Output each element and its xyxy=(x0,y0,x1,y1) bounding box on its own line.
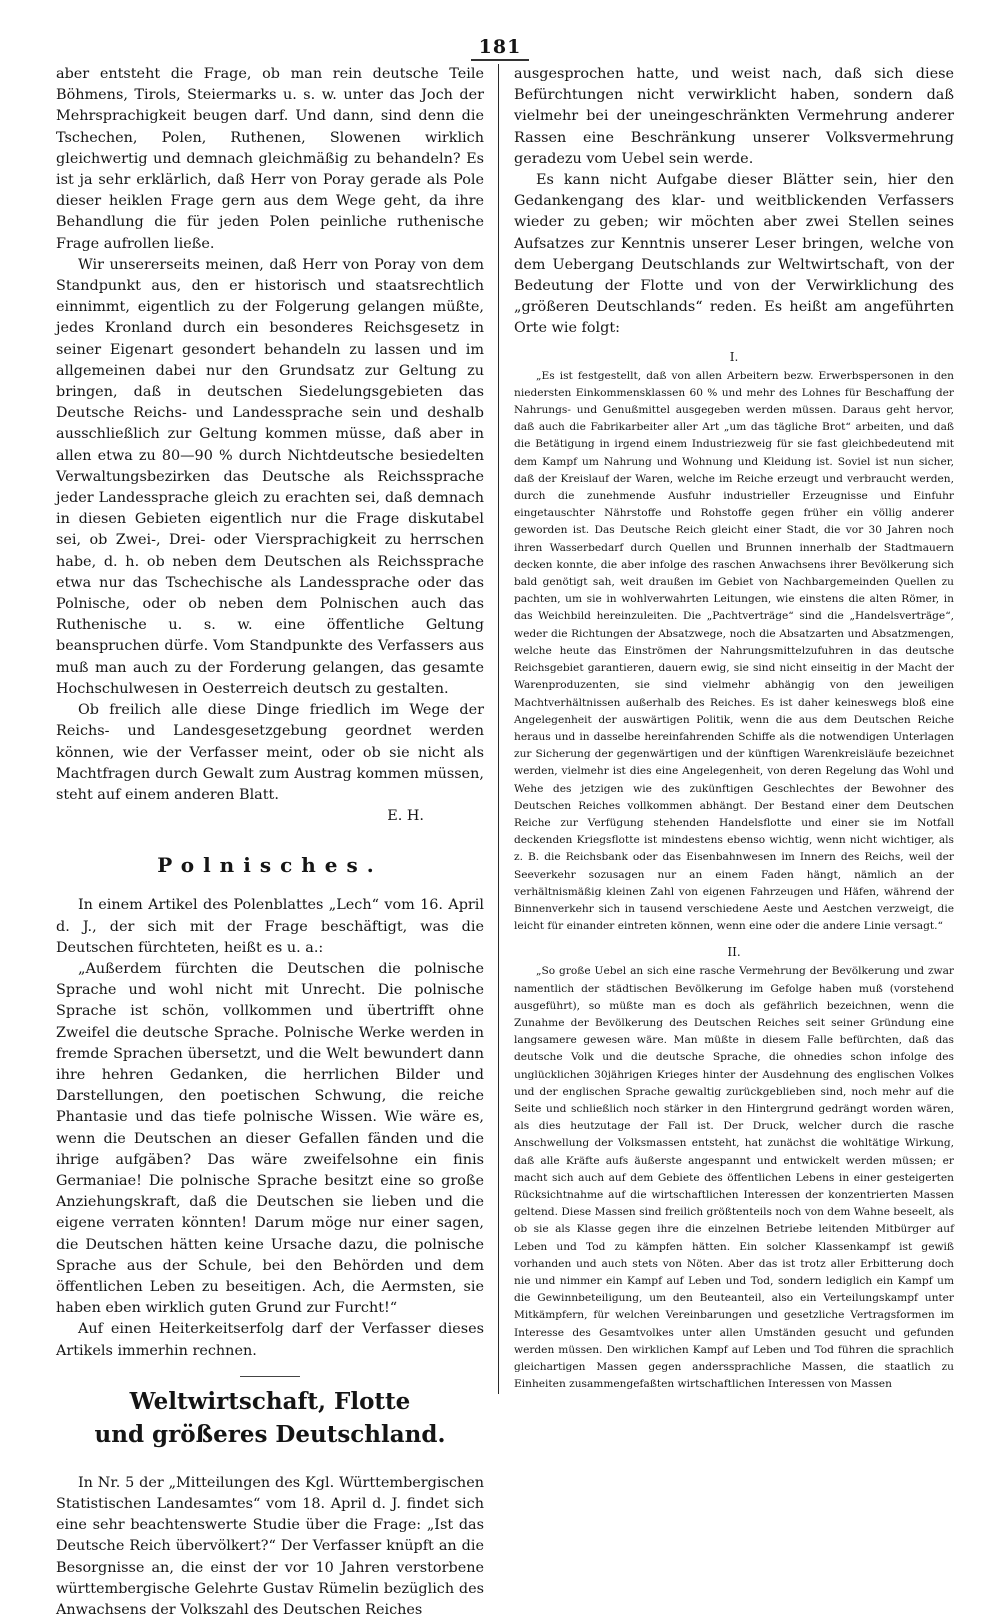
paragraph: In Nr. 5 der „Mitteilungen des Kgl. Württembergischen Statistischen Landesamtes“ vom 18. April d. J. findet sich eine sehr beachtenswerte Studie über die Frage: „Ist das Deutsche Reich übervölkert?“ Der Verfasser knüpft an die Besorgnisse an, die einst der vor 10 Jahren verstorbene württembergische Gelehrte Gustav Rümelin bezüglich des Anwachsens der Volkszahl des Deutschen Reiches xyxy=(56,1474,484,1618)
right-continuation-text xyxy=(514,64,954,340)
paragraph: ausgesprochen hatte, und weist nach, daß sich diese Befürchtungen nicht verwirklicht haben, sondern daß vielmehr bei der uneingeschränkten Vermehrung anderer Rassen eine Beschränkung unserer Volksvermehrung geradezu vom Uebel sein werde. xyxy=(514,66,954,167)
paragraph: Es kann nicht Aufgabe dieser Blätter sein, hier den Gedankengang des klar- und weitblickenden Verfassers wieder zu geben; wir möchten aber zwei Stellen seines Aufsatzes zur Kenntnis unserer Leser bringen, welche von dem Uebergang Deutschlands zur Weltwirtschaft, von der Bedeutung der Flotte und von der Verwirklichung des „größeren Deutschlands“ reden. Es heißt am angeführten Orte wie folgt: xyxy=(514,172,954,337)
article-weltwirtschaft xyxy=(56,1473,484,1621)
block-quote: „Es ist festgestellt, daß von allen Arbeitern bezw. Erwerbspersonen in den niedersten Einkommensklassen 60 % und mehr des Lohnes für Beschaffung der Nahrungs- und Genußmittel ausgegeben werden müssen. Daraus geht hervor, daß auch die Fabrikarbeiter aller Art „um das tägliche Brot“ arbeiten, und daß die Betätigung in irgend einem Industriezweig für sie fast gleichbedeutend mit dem Kampf um Nahrung und Wohnung und Kleidung ist. Soviel ist nun sicher, daß der Kreislauf der Waren, welche im Reiche erzeugt und verbraucht werden, durch die zunehmende Ausfuhr industrieller Erzeugnisse und Einfuhr eingetauschter Nährstoffe und Rohstoffe gegen früher ein völlig anderer geworden ist. Das Deutsche Reich gleicht einer Stadt, die vor 30 Jahren noch ihren Wasserbedarf durch Quellen und Brunnen innerhalb der Stadtmauern decken konnte, die aber infolge des raschen Anwachsens ihrer Bevölkerung sich bald genötigt sah, weit draußen im Gebiet von Nachbargemeinden Quellen zu pachten, um sie in wohlverwahrten Leitungen, wie einstens die alten Römer, in das Weichbild hereinzuleiten. Die „Pachtverträge“ sind die „Handelsverträge“, weder die Richtungen der Absatzwege, noch die Absatzarten und Absatzmengen, welche heute das Einströmen der Nahrungsmittelzufuhren in das deutsche Reichsgebiet garantieren, dauern ewig, sie sind nicht einseitig in der Macht der Warenproduzenten, sie sind vielmehr abhängig von den jeweiligen Machtverhältnissen außerhalb des Reiches. Es ist daher keineswegs bloß eine Angelegenheit der auswärtigen Politik, wenn die aus dem Deutschen Reiche heraus und in dasselbe hereinfahrenden Schiffe als die notwendigen Unterlagen zur Sicherung der gegenwärtigen und der künftigen Warenkreisläufe bezeichnet werden, vielmehr ist dies eine Angelegenheit, von deren Regelung das Wohl und Wehe des jetzigen wie des zukünftigen Geschlechtes der Bewohner des Deutschen Reiches vollkommen abhängt. Der Bestand einer dem Deutschen Reiche zur Verfügung stehenden Handelsflotte und einer sie im Notfall deckenden Kriegsflotte ist mindestens ebenso wichtig, wenn nicht wichtiger, als z. B. die Reichsbank oder das Eisenbahnwesen im Innern des Reichs, weil der Seeverkehr sozusagen nur an einem Faden hängt, nämlich an der verhältnismäßig kleinen Zahl von eigenen Fahrzeugen und Häfen, während der Binnenverkehr sich in tausend verschiedene Aeste und Aestchen verzweigt, die leicht für einander eintreten können, wenn eine oder die andere Linie versagt.“ xyxy=(514,369,954,933)
paragraph: Ob freilich alle diese Dinge friedlich im Wege der Reichs- und Landesgesetzgebung geordnet werden können, wie der Verfasser meint, oder ob sie nicht als Machtfragen durch Gewalt zum Austrag kommen müssen, steht auf einem anderen Blatt. xyxy=(56,702,484,803)
section-numeral: II. xyxy=(727,945,741,960)
author-signature: E. H. xyxy=(387,808,424,825)
quoted-section-two xyxy=(514,963,954,1393)
column-divider xyxy=(498,64,499,1394)
left-column xyxy=(56,64,484,1621)
article-heading-polnisches: Polnisches. xyxy=(157,853,383,878)
block-quote: „So große Uebel an sich eine rasche Vermehrung der Bevölkerung und zwar namentlich der städtischen Bevölkerung im Gefolge haben muß (vorstehend ausgeführt), so müßte man es doch als gefährlich bezeichnen, wenn die Zunahme der Bevölkerung des Deutschen Reiches seit seiner Gründung eine langsamere gewesen wäre. Man müßte in diesem Falle befürchten, daß das deutsche Volk und die deutsche Sprache, die ohnedies schon infolge des unglücklichen 30jährigen Krieges hinter der Ausdehnung des englischen Volkes und der englischen Sprache gewaltig zurückgeblieben sind, noch mehr auf die Seite und schließlich noch stärker in den Hintergrund gedrängt worden wären, als dies heutzutage der Fall ist. Der Druck, welcher durch die rasche Anschwellung der Volksmassen entsteht, hat zunächst die wohltätige Wirkung, daß alle Kräfte aufs äußerste angespannt und entwickelt werden müssen; er macht sich auch auf dem Gebiete des öffentlichen Lebens in einer gesteigerten Rücksichtnahme auf die wirtschaftlichen Interessen der konzentrierten Massen geltend. Diese Massen sind freilich größtenteils noch von dem Wahne beseelt, als ob sie als Klasse gegen ihre die einzelnen Betriebe leitenden Mitbürger auf Leben und Tod zu kämpfen hätten. Ein solcher Klassenkampf ist gewiß vorhanden und auch stets von Nöten. Aber das ist trotz aller Erbitterung doch nie und nimmer ein Kampf auf Leben und Tod, sondern lediglich ein Kampf um die Gewinnbeteiligung, um den Beuteanteil, also ein Verteilungskampf unter Mitkämpfern, für welchen Vereinbarungen und gesetzliche Vertragsformen im Interesse des Gesamtvolkes unter allen Umständen gesucht und gefunden werden müssen. Den wirklichen Kampf auf Leben und Tod führen die sprachlich gleichartigen Massen gegen anderssprachliche Massen, die staatlich zu Einheiten zusammengefaßten wirtschaftlichen Interessen von Massen xyxy=(514,965,954,1391)
paragraph: Wir unsererseits meinen, daß Herr von Poray von dem Standpunkt aus, den er historisch und staatsrechtlich einnimmt, eigentlich zu der Folgerung gelangen müßte, jedes Kronland durch ein besonderes Reichsgesetz in seiner Eigenart gesondert behandeln zu lassen und im allgemeinen dabei nur den Grundsatz zur Geltung zu bringen, daß in deutschen Siedelungsgebieten das Deutsche Reichs- und Landessprache sein und deshalb ausschließlich zur Geltung kommen müsse, daß aber in allen etwa zu 80—90 % durch Nichtdeutsche besiedelten Verwaltungsbezirken das Deutsche als Reichssprache jeder Landessprache gleich zu erachten sei, daß demnach in diesen Gebieten eigentlich nur die Frage diskutabel sei, ob Zwei-, Drei- oder Viersprachigkeit zu herrschen habe, d. h. ob neben dem Deutschen als Reichssprache etwa nur das Tschechische als Landessprache oder das Polnische, oder ob neben dem Polnischen auch das Ruthenische u. s. w. eine öffentliche Geltung beanspruchen dürfe. Vom Standpunkte des Verfassers aus muß man auch zu der Forderung gelangen, das gesamte Hochschulwesen in Oesterreich deutsch zu gestalten. xyxy=(56,256,484,697)
heading-line: Weltwirtschaft, Flotte xyxy=(129,1387,411,1415)
quoted-section-one xyxy=(514,368,954,936)
heading-line: und größeres Deutschland. xyxy=(94,1420,446,1448)
paragraph: Auf einen Heiterkeitserfolg darf der Verfasser dieses Artikels immerhin rechnen. xyxy=(56,1321,484,1359)
section-numeral: I. xyxy=(729,349,739,364)
paragraph: aber entsteht die Frage, ob man rein deutsche Teile Böhmens, Tirols, Steiermarks u. s. w. unter das Joch der Mehrsprachigkeit beugen darf. Und dann, sind denn die Tschechen, Polen, Ruthenen, Slowenen wirklich gleichwertig und demnach gleichmäßig zu behandeln? Es ist ja sehr erklärlich, daß Herr von Poray gerade als Pole dieser heiklen Frage gern aus dem Wege geht, da ihre Behandlung die für jeden Polen peinliche ruthenische Frage aufrollen ließe. xyxy=(56,66,484,252)
block-quote: „Außerdem fürchten die Deutschen die polnische Sprache und wohl nicht mit Unrecht. Die polnische Sprache ist schön, vollkommen und übertrifft ohne Zweifel die deutsche Sprache. Polnische Werke werden in fremde Sprachen übersetzt, und die Welt bewundert dann ihre hehren Gedanken, die herrlichen Bilder und Darstellungen, den poetischen Schwung, die reiche Phantasie und das tiefe polnische Wissen. Wie wäre es, wenn die Deutschen an dieser Gefallen fänden und die ihrige aufgäben? Das wäre zweifelsohne ein finis Germaniae! Die polnische Sprache besitzt eine so große Anziehungskraft, daß die Deutschen sie lieben und die eigene verraten könnten! Darum möge nur einer sagen, die Deutschen hätten keine Ursache dazu, die polnische Sprache aus der Schule, bei den Behörden und dem öffentlichen Leben zu beseitigen. Ach, die Aermsten, sie haben eben wirklich guten Grund zur Furcht!“ xyxy=(56,960,484,1317)
page-number: 181 xyxy=(0,36,1000,61)
left-continuation-text xyxy=(56,64,484,827)
right-column xyxy=(514,64,954,1393)
paragraph: In einem Artikel des Polenblattes „Lech“ vom 16. April d. J., der sich mit der Frage beschäftigt, was die Deutschen fürchteten, heißt es u. a.: xyxy=(56,897,484,956)
article-heading-weltwirtschaft xyxy=(56,1385,484,1451)
article-polnisches xyxy=(56,895,484,1361)
section-separator xyxy=(240,1376,300,1377)
